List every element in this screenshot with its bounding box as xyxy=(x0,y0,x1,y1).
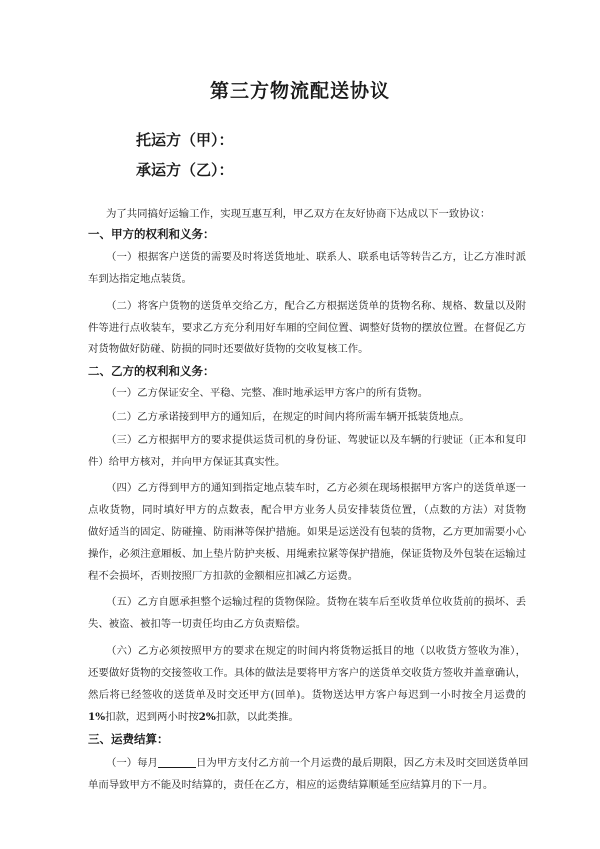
section2-p4-line: 操作，必须注意厢板、加上垫片防护夹板、用绳索拉紧等保护措施，保证货物及外包装在运输过 xyxy=(88,548,526,560)
section3-p1-start: （一）每月 xyxy=(106,757,158,769)
section3-heading: 三、运费结算： xyxy=(88,732,169,746)
section2-p6-line: （六）乙方必须按照甲方的要求在规定的时间内将货物运抵目的地（以收货方签收为准）， xyxy=(106,645,526,657)
section2-heading: 二、乙方的权利和义务： xyxy=(88,364,215,378)
section1-p2-line: 对货物做好防碰、防损的同时还要做好货物的交收复核工作。 xyxy=(88,343,369,355)
section2-p6-line: 还要做好货物的交接签收工作。具体的做法是要将甲方客户的送货单交收货方签收并盖章确认， xyxy=(88,667,526,679)
section1-p2-line: （二）将客户货物的送货单交给乙方，配合乙方根据送货单的货物名称、规格、数量以及附 xyxy=(106,300,526,312)
document-title: 第三方物流配送协议 xyxy=(209,80,390,102)
party-b-label: 承运方（乙）： xyxy=(136,161,234,179)
section2-p4-line: 程不会损坏，否则按照厂方扣款的金额相应扣减乙方运费。 xyxy=(88,570,359,582)
section2-p6-line: 然后将已经签收的送货单及时交还甲方(回单)。货物送达甲方客户每迟到一小时按全月运费的 xyxy=(88,689,526,701)
intro-paragraph: 为了共同搞好运输工作，实现互惠互利，甲乙双方在友好协商下达成以下一致协议： xyxy=(106,208,491,220)
section2-p6-last-line xyxy=(88,710,299,724)
section2-p1: （一）乙方保证安全、平稳、完整、准时地承运甲方客户的所有货物。 xyxy=(106,387,429,399)
section2-p4-line: 点收货物，同时填好甲方的点数表，配合甲方业务人员安排装货位置，（点数的方法）对货物 xyxy=(88,504,526,516)
section3-p1-line: 单而导致甲方不能及时结算的，责任在乙方，相应的运费结算顺延至应结算月的下一月。 xyxy=(88,779,494,791)
penalty-rate-1: 1% xyxy=(88,711,106,723)
penalty-rate-2: 2% xyxy=(198,711,216,723)
penalty-text-mid: 扣款，迟到两小时按 xyxy=(105,711,199,723)
section2-p5-line: 失、被盗、被扣等一切责任均由乙方负责赔偿。 xyxy=(88,618,307,630)
section1-p1-line: （一）根据客户送货的需要及时将送货地址、联系人、联系电话等转告乙方，让乙方准时派 xyxy=(106,251,526,263)
section2-p3-line: 件）给甲方核对，并向甲方保证其真实性。 xyxy=(88,456,286,468)
section2-p3-line: （三）乙方根据甲方的要求提供运货司机的身份证、驾驶证以及车辆的行驶证（正本和复印 xyxy=(106,434,526,446)
section3-p1-after-blank: 日为甲方支付乙方前一个月运费的最后期限，因乙方未及时交回送货单回 xyxy=(195,757,529,769)
party-a-label: 托运方（甲）： xyxy=(136,131,234,149)
section2-p4-line: 做好适当的固定、防碰撞、防雨淋等保护措施。如果是运送没有包装的货物，乙方更加需要小心 xyxy=(88,526,526,538)
section1-p2-line: 件等进行点收装车，要求乙方充分利用好车厢的空间位置、调整好货物的摆放位置。在督促乙方 xyxy=(88,322,526,334)
section1-heading: 一、甲方的权利和义务： xyxy=(88,227,215,241)
section2-p2: （二）乙方承诺接到甲方的通知后，在规定的时间内将所需车辆开抵装货地点。 xyxy=(106,411,470,423)
penalty-text-end: 扣款，以此类推。 xyxy=(215,711,299,723)
section3-p1-line xyxy=(106,756,528,770)
section2-p5-line: （五）乙方自愿承担整个运输过程的货物保险。货物在装车后至收货单位收货前的损坏、丢 xyxy=(106,596,526,608)
payment-day-blank[interactable] xyxy=(158,757,196,768)
section1-p1-line: 车到达指定地点装货。 xyxy=(88,273,192,285)
section2-p4-line: （四）乙方得到甲方的通知到指定地点装车时，乙方必须在现场根据甲方客户的送货单逐一 xyxy=(106,482,526,494)
